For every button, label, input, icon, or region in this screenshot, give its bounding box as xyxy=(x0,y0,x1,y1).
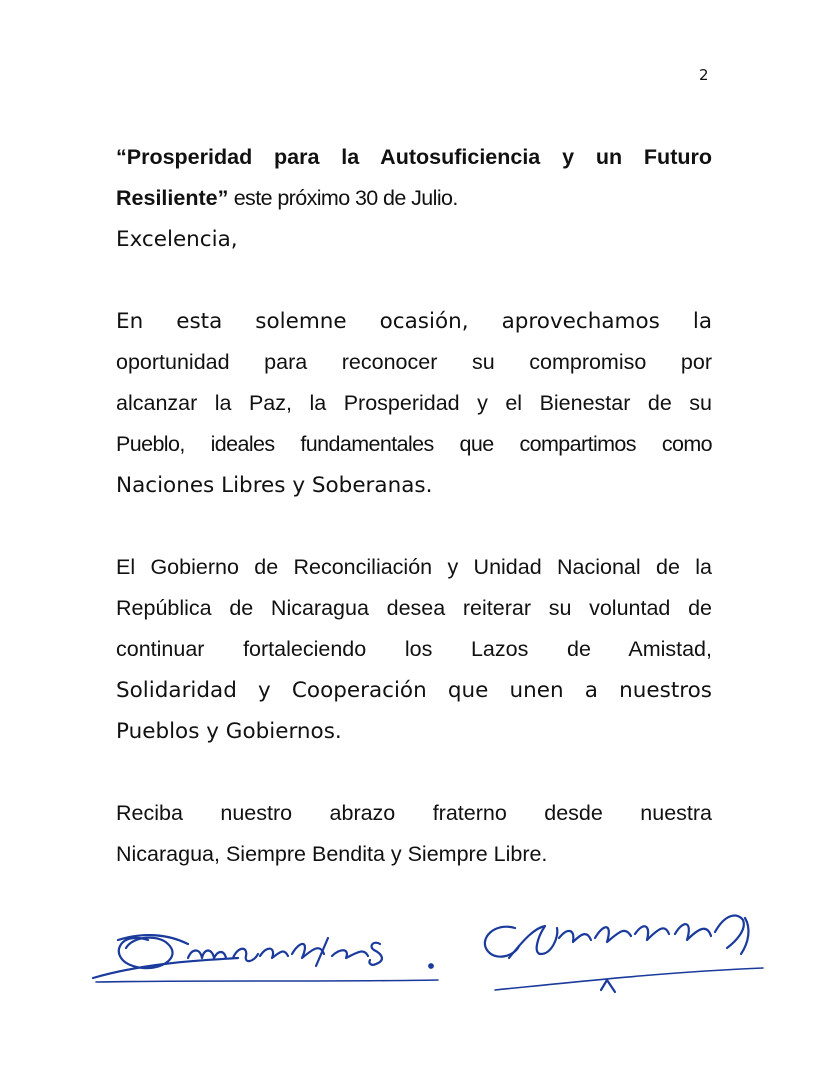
title-bold: Resiliente” xyxy=(116,186,229,210)
p3-line-2: Nicaragua, Siempre Bendita y Siempre Libre. xyxy=(116,842,548,866)
letter-body xyxy=(116,137,712,875)
p2-line-1: El Gobierno de Reconciliación y Unidad Nacional de la xyxy=(116,555,712,579)
p2-line-4: Solidaridad y Cooperación que unen a nuestros xyxy=(116,678,712,703)
title-line-1: “Prosperidad para la Autosuficiencia y un Futuro xyxy=(116,145,712,169)
p1-line-2: oportunidad para reconocer su compromiso por xyxy=(116,350,712,374)
page-number: 2 xyxy=(699,66,709,84)
title-date: este próximo 30 de Julio. xyxy=(228,186,458,210)
salutation: Excelencia, xyxy=(116,227,238,252)
p1-line-4: Pueblo, ideales fundamentales que compartimos como xyxy=(116,432,712,456)
p2-line-2: República de Nicaragua desea reiterar su voluntad de xyxy=(116,596,712,620)
signature-left xyxy=(88,918,443,990)
p2-line-5: Pueblos y Gobiernos. xyxy=(116,719,342,744)
p3-line-1: Reciba nuestro abrazo fraterno desde nuestra xyxy=(116,801,712,825)
p1-line-5: Naciones Libres y Soberanas. xyxy=(116,473,433,498)
p2-line-3: continuar fortaleciendo los Lazos de Amistad, xyxy=(116,637,712,661)
signature-right xyxy=(475,898,770,1010)
title-line-2 xyxy=(116,178,712,219)
p1-line-1: En esta solemne ocasión, aprovechamos la xyxy=(116,309,712,334)
p1-line-3: alcanzar la Paz, la Prosperidad y el Bienestar de su xyxy=(116,391,712,415)
